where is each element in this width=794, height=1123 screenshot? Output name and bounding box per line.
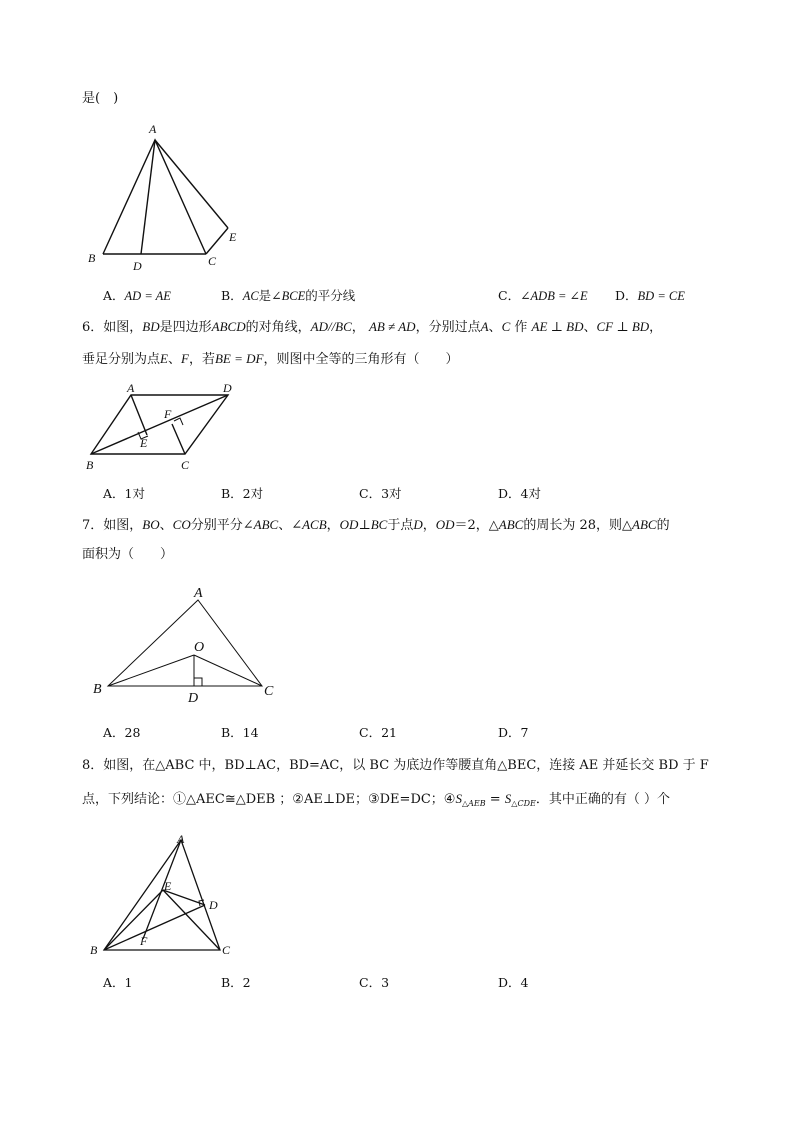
q8-label-A: A xyxy=(177,832,185,846)
q6-label-A: A xyxy=(127,381,135,395)
q6-label-B: B xyxy=(86,458,94,472)
q7-label-C: C xyxy=(264,684,274,699)
q7-stem-line2: 面积为（ ） xyxy=(82,547,174,562)
q8-label-C: C xyxy=(222,943,231,957)
q6-figure xyxy=(85,380,255,475)
q8-label-F: F xyxy=(140,934,148,948)
q5-label-B: B xyxy=(88,251,96,265)
q5-option-c[interactable]: C．∠ADB = ∠E xyxy=(498,288,588,303)
q7-label-O: O xyxy=(194,640,205,655)
q8-stem-line2: 点，下列结论：①△AEC≅△DEB ；②AE⊥DE；③DE=DC；$④S_{\triangle AEB} = S_{\triangle CDE}$．其中正确的有（ ）个 xyxy=(82,791,670,808)
q8-label-B: B xyxy=(90,943,98,957)
q6-label-C: C xyxy=(181,458,190,472)
q6-stem-line2: 垂足分别为点E、F，若BE = DF，则图中全等的三角形有（ ） xyxy=(82,351,459,367)
q5-option-a[interactable]: A．AD = AE xyxy=(103,288,171,303)
q6-stem-line1: 6．如图，BD是四边形ABCD的对角线，AD//BC， AB ≠ AD，分别过点A、C 作 AE ⊥ BD、CF ⊥ BD， xyxy=(82,319,663,335)
q8-option-b[interactable]: B．2 xyxy=(221,975,251,990)
q7-option-d[interactable]: D．7 xyxy=(498,725,529,740)
q5-figure xyxy=(85,120,255,273)
q6-label-F: F xyxy=(164,407,172,421)
q6-option-d[interactable]: D．4对 xyxy=(498,486,541,501)
q8-stem-line1: 8．如图，在△ABC 中，BD⊥AC，BD=AC，以 BC 为底边作等腰直角△BEC，连接 AE 并延长交 BD 于 F xyxy=(82,758,709,773)
q8-option-a[interactable]: A．1 xyxy=(103,975,133,990)
q6-label-D: D xyxy=(223,381,232,395)
q6-option-b[interactable]: B．2对 xyxy=(221,486,264,501)
q5-label-C: C xyxy=(208,254,217,268)
q6-option-c[interactable]: C．3对 xyxy=(359,486,402,501)
q7-figure xyxy=(90,582,290,707)
q6-option-a[interactable]: A．1对 xyxy=(103,486,145,501)
q5-option-d[interactable]: D．BD = CE xyxy=(615,288,685,303)
q7-option-b[interactable]: B．14 xyxy=(221,725,259,740)
q5-stem-tail: 是( ) xyxy=(82,91,119,106)
q5-label-E: E xyxy=(229,230,237,244)
q7-option-a[interactable]: A．28 xyxy=(103,725,141,740)
q5-option-b[interactable]: B．AC是∠BCE的平分线 xyxy=(221,288,356,303)
q7-label-B: B xyxy=(93,682,102,697)
q8-option-c[interactable]: C．3 xyxy=(359,975,390,990)
q8-label-D: D xyxy=(209,898,218,912)
q7-label-A: A xyxy=(194,586,203,601)
q6-label-E: E xyxy=(140,436,148,450)
q7-label-D: D xyxy=(188,691,199,706)
q5-label-A: A xyxy=(149,122,157,136)
q7-stem-line1: 7．如图，BO、CO分别平分∠ABC、∠ACB，OD⊥BC于点D，OD＝2，△ABC的周长为 28，则△ABC的 xyxy=(82,517,670,533)
q5-label-D: D xyxy=(133,259,142,273)
q8-label-E: E xyxy=(164,879,172,893)
q7-option-c[interactable]: C．21 xyxy=(359,725,397,740)
q8-option-d[interactable]: D．4 xyxy=(498,975,529,990)
q8-figure xyxy=(88,830,248,960)
